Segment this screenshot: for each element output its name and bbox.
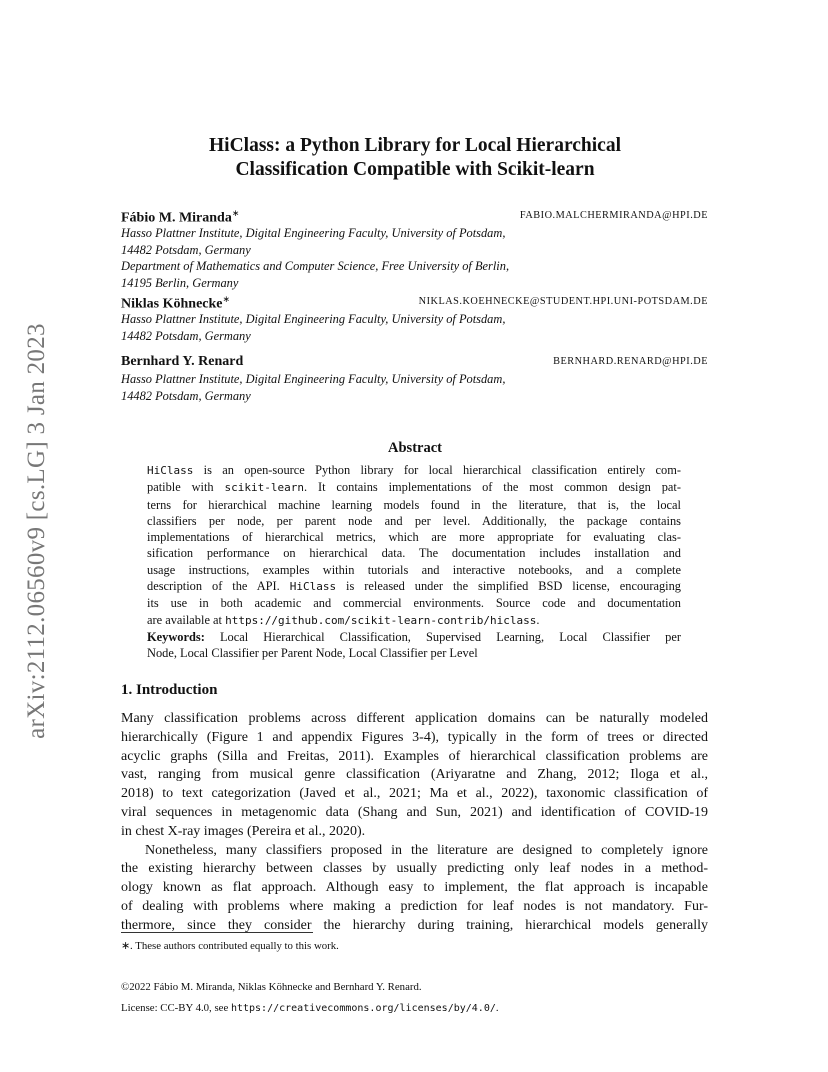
- license-notice: License: CC-BY 4.0, see https://creativecommons.org/licenses/by/4.0/.: [121, 1002, 499, 1014]
- abstract-line: terns for hierarchical machine learning models found in the literature, that is, the local: [147, 497, 681, 512]
- author-block-2: [121, 294, 708, 344]
- body-line: acyclic graphs (Silla and Freitas, 2011). Examples of hierarchical classification problems are: [121, 748, 708, 764]
- source-code-link[interactable]: https://github.com/scikit-learn-contrib/hiclass: [225, 613, 537, 627]
- abstract-line: implementations of hierarchical metrics, which are more appropriate for evaluating clas-: [147, 530, 681, 545]
- affiliation-line: Department of Mathematics and Computer Science, Free University of Berlin,: [121, 259, 510, 274]
- paper-title: [120, 134, 710, 182]
- body-line: the existing hierarchy between classes by usually predicting only leaf nodes in a method-: [121, 861, 708, 877]
- abstract-line: its use in both academic and commercial environments. Source code and documentation: [147, 596, 681, 611]
- abstract-line: usage instructions, examples within tutorials and interactive notebooks, and a complete: [147, 562, 681, 577]
- abstract-line: are available at https://github.com/scikit-learn-contrib/hiclass.: [147, 612, 540, 627]
- body-line: in chest X-ray images (Pereira et al., 2020).: [121, 823, 366, 839]
- author-name: Bernhard Y. Renard: [121, 354, 244, 369]
- license-link[interactable]: https://creativecommons.org/licenses/by/4.0/: [230, 1003, 496, 1014]
- author-name: Niklas Köhnecke∗: [121, 294, 231, 312]
- body-line: 2018) to text categorization (Javed et al., 2021; Ma et al., 2022), taxonomic classification of: [121, 786, 708, 802]
- footnote: ∗. These authors contributed equally to this work.: [121, 940, 339, 952]
- abstract-line: classifiers per node, per parent node and per level. Additionally, the package contains: [147, 513, 681, 528]
- author-email[interactable]: NIKLAS.KOEHNECKE@STUDENT.HPI.UNI-POTSDAM.DE: [418, 296, 708, 307]
- abstract-heading: Abstract: [388, 440, 442, 456]
- abstract-line: description of the API. HiClass is released under the simplified BSD license, encouraging: [147, 579, 681, 594]
- title-line-2: Classification Compatible with Scikit-learn: [235, 159, 595, 180]
- body-line: Nonetheless, many classifiers proposed in the literature are designed to completely ignore: [145, 842, 708, 858]
- affiliation-line: 14482 Potsdam, Germany: [121, 388, 251, 403]
- body-line: hierarchically (Figure 1 and appendix Figures 3-4), typically in the form of trees or directed: [121, 729, 708, 745]
- affiliation-line: Hasso Plattner Institute, Digital Engineering Faculty, University of Potsdam,: [121, 372, 506, 386]
- author-block-1: [121, 208, 708, 291]
- author-email[interactable]: FABIO.MALCHERMIRANDA@HPI.DE: [519, 210, 708, 221]
- keywords-line: Node, Local Classifier per Parent Node, Local Classifier per Level: [147, 646, 478, 661]
- title-line-1: HiClass: a Python Library for Local Hierarchical: [209, 135, 621, 156]
- abstract-line: patible with scikit-learn. It contains implementations of the most common design pat-: [147, 480, 681, 495]
- copyright-notice: ©2022 Fábio M. Miranda, Niklas Köhnecke and Bernhard Y. Renard.: [121, 981, 422, 993]
- abstract-body: [147, 462, 681, 662]
- arxiv-sidebar-stamp: [22, 296, 52, 766]
- affiliation-line: Hasso Plattner Institute, Digital Engineering Faculty, University of Potsdam,: [121, 226, 506, 240]
- keywords-line: Keywords: Local Hierarchical Classification, Supervised Learning, Local Classifier per: [147, 629, 681, 644]
- affiliation-line: 14482 Potsdam, Germany: [121, 328, 251, 343]
- affiliation-line: 14482 Potsdam, Germany: [121, 242, 251, 257]
- author-block-3: [121, 354, 708, 404]
- body-line: thermore, since they consider the hierarchy during training, hierarchical models generally: [121, 917, 708, 933]
- author-name: Fábio M. Miranda∗: [121, 208, 240, 226]
- abstract-line: HiClass is an open-source Python library for local hierarchical classification entirely com-: [147, 463, 681, 477]
- body-line: viral sequences in metagenomic data (Shang and Sun, 2021) and identification of COVID-19: [121, 804, 708, 820]
- affiliation-line: 14195 Berlin, Germany: [121, 275, 239, 290]
- body-line: ology known as flat approach. Although easy to implement, the flat approach is incapable: [121, 880, 708, 896]
- arxiv-identifier: arXiv:2112.06560v9 [cs.LG] 3 Jan 2023: [23, 323, 50, 739]
- footnote-rule: [121, 932, 313, 933]
- body-line: vast, ranging from musical genre classification (Ariyaratne and Zhang, 2012; Iloga et al.,: [121, 767, 708, 783]
- introduction-body: [121, 710, 708, 936]
- keywords-label: Keywords:: [147, 629, 205, 644]
- body-line: of dealing with problems where making a prediction for leaf nodes is not mandatory. Fur-: [121, 898, 708, 914]
- author-email[interactable]: BERNHARD.RENARD@HPI.DE: [553, 356, 708, 367]
- section-heading-introduction: 1. Introduction: [121, 682, 218, 698]
- body-line: Many classification problems across different application domains can be naturally modeled: [121, 711, 708, 726]
- abstract-line: sification performance on hierarchical data. The documentation includes installation and: [147, 546, 681, 561]
- affiliation-line: Hasso Plattner Institute, Digital Engineering Faculty, University of Potsdam,: [121, 312, 506, 326]
